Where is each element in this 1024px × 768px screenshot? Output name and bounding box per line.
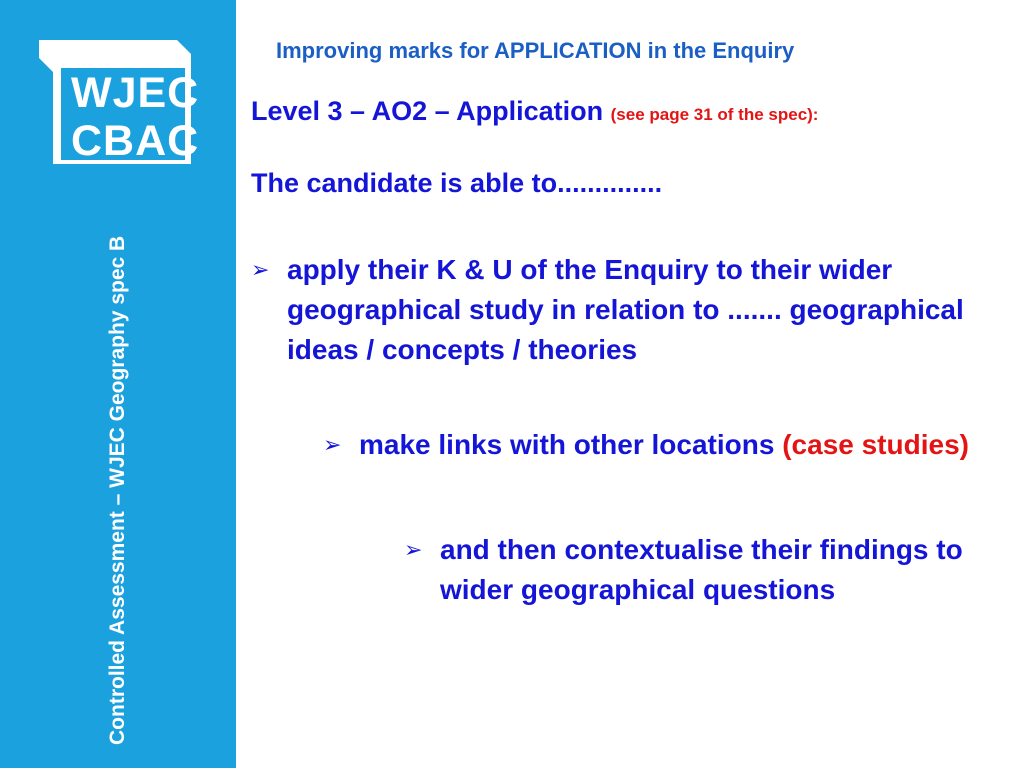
level-heading (251, 96, 1011, 127)
sidebar-vertical-caption: Controlled Assessment – WJEC Geography spec B (106, 235, 129, 745)
arrow-bullet-icon: ➢ (404, 537, 423, 562)
logo-text-wjec: WJEC (71, 69, 200, 117)
bullet-links (323, 425, 1003, 465)
case-studies-highlight: (case studies) (782, 429, 969, 460)
sidebar (0, 0, 236, 768)
spec-page-note: (see page 31 of the spec): (610, 105, 819, 124)
bullet-contextualise-text: and then contextualise their findings to wider geographical questions (440, 534, 963, 605)
bullet-links-main: make links with other locations (359, 429, 775, 460)
slide-title: Improving marks for APPLICATION in the Enquiry (276, 38, 795, 63)
logo-text-cbac: CBAC (71, 117, 200, 165)
bullet-apply-text: apply their K & U of the Enquiry to their wider geographical study in relation to ....... geographical ideas / concepts / theories (287, 254, 964, 365)
candidate-intro: The candidate is able to.............. (251, 168, 663, 198)
bullet-apply (251, 250, 1011, 370)
arrow-bullet-icon: ➢ (323, 432, 342, 457)
bullet-links-text (323, 425, 1003, 465)
bullet-contextualise (404, 530, 1004, 610)
level-heading-text: Level 3 – AO2 – Application (251, 96, 604, 126)
arrow-bullet-icon: ➢ (251, 257, 270, 282)
wjec-cbac-logo (39, 40, 200, 165)
